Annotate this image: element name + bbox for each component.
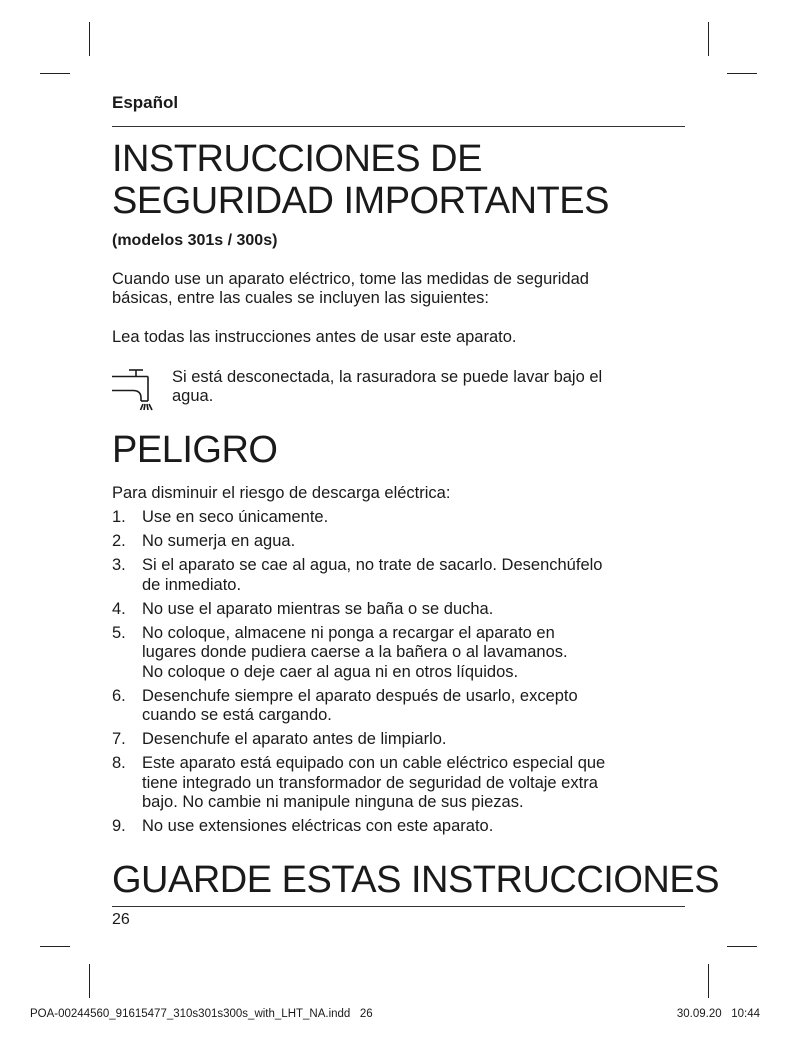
washable-note: Si está desconectada, la rasuradora se puede lavar bajo el agua. — [172, 368, 603, 405]
danger-heading: PELIGRO — [112, 429, 278, 471]
list-item: 2. No sumerja en agua. — [112, 532, 296, 550]
print-timestamp: 30.09.20 10:44 — [676, 1008, 760, 1020]
page-title: INSTRUCCIONES DE SEGURIDAD IMPORTANTES — [112, 138, 609, 222]
list-item: 4. No use el aparato mientras se baña o se ducha. — [112, 599, 494, 618]
header-divider — [112, 126, 685, 127]
danger-list — [112, 508, 685, 841]
faucet-icon — [112, 368, 156, 414]
crop-mark — [727, 946, 757, 947]
danger-intro: Para disminuir el riesgo de descarga eléctrica: — [112, 484, 451, 502]
list-item: 3. Si el aparato se cae al agua, no trate de sacarlo. Desenchúfelo de inmediato. — [112, 556, 603, 594]
list-item: 6. Desenchufe siempre el aparato después de usarlo, excepto cuando se está cargando. — [112, 686, 578, 724]
list-item: 7. Desenchufe el aparato antes de limpiarlo. — [112, 730, 447, 748]
crop-mark — [708, 22, 709, 56]
read-instructions-paragraph: Lea todas las instrucciones antes de usar este aparato. — [112, 328, 517, 346]
page-number: 26 — [112, 911, 130, 928]
list-item: 9. No use extensiones eléctricas con este aparato. — [112, 817, 494, 835]
list-item: 5. No coloque, almacene ni ponga a recargar el aparato en lugares donde pudiera caerse a la bañera o al lavamanos. No coloque o deje caer al agua ni en otros líquidos. — [112, 623, 568, 681]
save-instructions-heading: GUARDE ESTAS INSTRUCCIONES — [112, 859, 720, 901]
crop-mark — [708, 964, 709, 998]
crop-mark — [40, 946, 70, 947]
list-item: 8. Este aparato está equipado con un cable eléctrico especial que tiene integrado un transformador de seguridad de voltaje extra bajo. No cambie ni manipule ninguna de sus piezas. — [112, 754, 606, 811]
crop-mark — [727, 73, 757, 74]
list-item: 1. Use en seco únicamente. — [112, 508, 329, 526]
crop-mark — [89, 22, 90, 56]
intro-paragraph: Cuando use un aparato eléctrico, tome las medidas de seguridad básicas, entre las cuales se incluyen las siguientes: — [112, 270, 589, 307]
file-slug: POA-00244560_91615477_310s301s300s_with_LHT_NA.indd 26 — [30, 1008, 373, 1020]
crop-mark — [40, 73, 70, 74]
footer-divider — [112, 906, 685, 907]
models-subtitle: (modelos 301s / 300s) — [112, 232, 278, 249]
crop-mark — [89, 964, 90, 998]
language-label: Español — [112, 93, 179, 112]
